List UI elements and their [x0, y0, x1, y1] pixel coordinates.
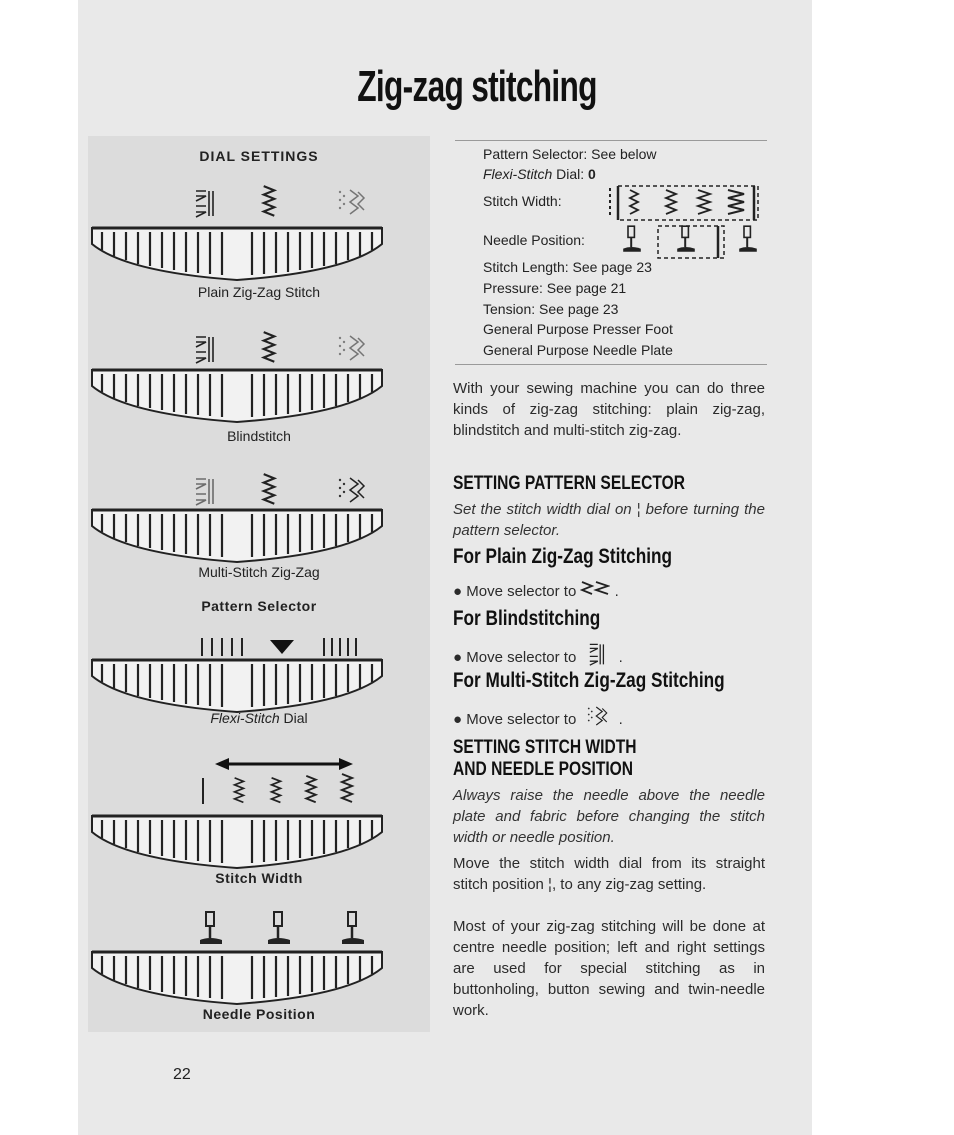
page-number: 22: [173, 1066, 191, 1083]
zigzag-medium-icon: [268, 776, 284, 806]
plain-zigzag-instruction: ● Move selector to .: [453, 580, 619, 600]
blindstitch-symbol-icon: [192, 332, 218, 366]
tension-setting: Tension: See page 23: [483, 301, 619, 317]
stitch-length-setting: Stitch Length: See page 23: [483, 259, 652, 275]
needle-right-small-icon: [736, 224, 760, 254]
multistitch-heading: For Multi-Stitch Zig-Zag Stitching: [453, 669, 725, 692]
plain-zigzag-heading: For Plain Zig-Zag Stitching: [453, 545, 673, 568]
stitch-width-heading-1: SETTING STITCH WIDTH: [453, 737, 637, 758]
stitch-width-caption: Stitch Width: [215, 870, 303, 886]
multistitch-caption: Multi-Stitch Zig-Zag: [198, 564, 320, 580]
needle-centre-small-icon: [674, 224, 698, 254]
presser-foot-setting: General Purpose Presser Foot: [483, 321, 673, 337]
flexi-stitch-setting: Flexi-Stitch Dial: 0: [483, 166, 596, 182]
multistitch-symbol-icon: [336, 474, 366, 506]
page-title: Zig-zag stitching: [357, 62, 597, 111]
blindstitch-caption: Blindstitch: [227, 428, 291, 444]
plain-zigzag-dial-icon: [88, 224, 386, 282]
plain-zigzag-symbol-icon: [580, 580, 610, 598]
stitch-width-paragraph-1: Move the stitch width dial from its straight stitch position ¦, to any zig-zag setting.: [453, 855, 765, 893]
zigzag-symbol-icon: [260, 330, 278, 366]
multistitch-symbol-icon: [336, 332, 366, 364]
setting-pattern-heading: SETTING PATTERN SELECTOR: [453, 473, 685, 494]
blindstitch-symbol-icon: [192, 474, 218, 508]
blindstitch-dial-icon: [88, 366, 386, 424]
zigzag-wide-icon: [302, 774, 320, 806]
stitch-width-setting-icon: [604, 180, 762, 224]
zigzag-widest-icon: [336, 772, 358, 806]
stitch-width-dial-icon: [88, 812, 386, 870]
needle-left-icon: [196, 910, 226, 946]
zigzag-symbol-icon: [260, 184, 278, 220]
multistitch-symbol-icon: [336, 186, 366, 218]
zigzag-narrow-icon: [232, 776, 246, 806]
stitch-width-paragraph-2: Most of your zig-zag stitching will be done at centre needle position; left and right settings are used for special stitching as in buttonholing, button sewing and twin-needle work.: [453, 918, 765, 1019]
needle-right-icon: [338, 910, 368, 946]
settings-top-rule: [455, 140, 767, 141]
flexi-stitch-caption: Flexi-Stitch Dial: [210, 710, 308, 726]
needle-position-caption: Needle Position: [202, 1006, 316, 1022]
blindstitching-instruction: ● Move selector to .: [453, 642, 623, 666]
needle-plate-setting: General Purpose Needle Plate: [483, 342, 673, 358]
flexi-stitch-dial-icon: [88, 656, 386, 714]
pressure-setting: Pressure: See page 21: [483, 280, 627, 296]
settings-bottom-rule: [455, 364, 767, 365]
blindstitching-heading: For Blindstitching: [453, 607, 601, 630]
intro-paragraph: With your sewing machine you can do three kinds of zig-zag stitching: plain zig-zag, blindstitch and multi-stitch zig-zag.: [453, 380, 765, 439]
pattern-selector-setting: Pattern Selector: See below: [483, 146, 657, 162]
needle-position-dial-icon: [88, 948, 386, 1006]
plain-zigzag-caption: Plain Zig-Zag Stitch: [197, 284, 321, 300]
blindstitch-symbol-icon: [192, 186, 218, 220]
pattern-selector-caption: Pattern Selector: [201, 598, 317, 614]
dial-settings-heading: DIAL SETTINGS: [199, 148, 319, 164]
dial-settings-panel: [88, 136, 430, 1032]
needle-position-setting: Needle Position:: [483, 232, 585, 248]
needle-centre-icon: [264, 910, 294, 946]
multistitch-symbol-small-icon: [580, 704, 614, 728]
needle-left-small-icon: [620, 224, 644, 254]
multistitch-dial-icon: [88, 506, 386, 564]
setting-pattern-note: Set the stitch width dial on ¦ before turning the pattern selector.: [453, 501, 765, 539]
multistitch-instruction: ● Move selector to .: [453, 704, 623, 728]
zigzag-symbol-icon: [260, 472, 278, 508]
stitch-width-note: Always raise the needle above the needle plate and fabric before changing the stitch width or needle position.: [453, 787, 765, 846]
stitch-width-heading-2: AND NEEDLE POSITION: [453, 759, 634, 780]
blindstitch-symbol-small-icon: [580, 642, 614, 666]
stitch-width-setting: Stitch Width:: [483, 193, 562, 209]
